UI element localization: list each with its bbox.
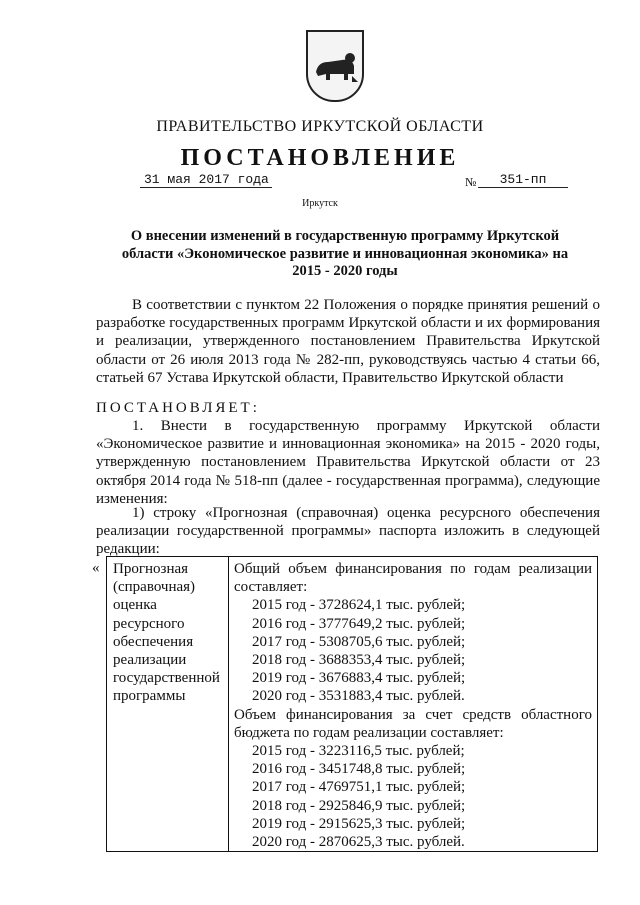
- document-date: 31 мая 2017 года: [140, 172, 272, 188]
- total-funding-row: 2018 год - 3688353,4 тыс. рублей;: [252, 652, 466, 669]
- regional-funding-row: 2015 год - 3223116,5 тыс. рублей;: [252, 743, 465, 760]
- regional-funding-row: 2017 год - 4769751,1 тыс. рублей;: [252, 779, 466, 796]
- total-funding-intro: Общий объем финансирования по годам реализации составляет:: [234, 561, 592, 596]
- total-funding-row: 2019 год - 3676883,4 тыс. рублей;: [252, 670, 466, 687]
- clause-1-paragraph: 1. Внести в государственную программу Иркутской области «Экономическое развитие и инновационная экономика» на 2015 - 2020 годы, утвержденную постановлением Правительства Иркутской области от 23 октября 2014 года № 518-пп (далее - государственная программа), следующие изменения:: [96, 418, 600, 507]
- left-cell-line: Прогнозная: [113, 561, 189, 577]
- left-cell-line: реализации: [113, 652, 187, 669]
- government-name: ПРАВИТЕЛЬСТВО ИРКУТСКОЙ ОБЛАСТИ: [156, 118, 484, 135]
- total-funding-row: 2016 год - 3777649,2 тыс. рублей;: [252, 615, 466, 632]
- document-title: О внесении изменений в государственную программу Иркутской области «Экономическое развитие и инновационная экономика» на 2015 - 2020 годы: [121, 228, 569, 279]
- regional-funding-row: 2020 год - 2870625,3 тыс. рублей.: [252, 834, 465, 851]
- number-label: №: [465, 175, 477, 189]
- regional-funding-intro: Объем финансирования за счет средств областного бюджета по годам реализации составляет:: [234, 706, 592, 741]
- coat-of-arms-emblem: [306, 30, 364, 102]
- babr-icon: [308, 32, 362, 100]
- city-name: Иркутск: [302, 198, 338, 209]
- left-cell-line: (справочная): [113, 579, 196, 596]
- document-type: ПОСТАНОВЛЕНИЕ: [180, 145, 460, 171]
- left-cell-line: государственной: [113, 670, 220, 687]
- table-column-divider: [228, 556, 229, 852]
- table-left-cell: [113, 560, 225, 706]
- resolves-heading: ПОСТАНОВЛЯЕТ:: [96, 400, 260, 416]
- preamble-paragraph: В соответствии с пунктом 22 Положения о порядке принятия решений о разработке государственных программ Иркутской области и их формирования и реализации, утвержденного постановлением Правительства Иркутской области от 26 июля 2013 года № 282-пп, руководствуясь частью 4 статьи 66, статьей 67 Устава Иркутской области, Правительство Иркутской области: [96, 297, 600, 386]
- left-cell-line: обеспечения: [113, 633, 194, 650]
- subclause-1-paragraph: 1) строку «Прогнозная (справочная) оценка ресурсного обеспечения реализации государственной программы» паспорта изложить в следующей редакции:: [96, 505, 600, 558]
- regional-funding-row: 2018 год - 2925846,9 тыс. рублей;: [252, 797, 466, 814]
- left-cell-line: оценка: [113, 597, 157, 614]
- opening-quote: «: [92, 560, 100, 576]
- left-cell-line: программы: [113, 688, 186, 705]
- table-right-cell: [234, 560, 592, 851]
- total-funding-row: 2020 год - 3531883,4 тыс. рублей.: [252, 688, 465, 705]
- total-funding-row: 2015 год - 3728624,1 тыс. рублей;: [252, 597, 466, 614]
- total-funding-row: 2017 год - 5308705,6 тыс. рублей;: [252, 633, 466, 650]
- document-number: 351-пп: [478, 172, 568, 188]
- regional-funding-row: 2016 год - 3451748,8 тыс. рублей;: [252, 761, 466, 778]
- left-cell-line: ресурсного: [113, 615, 185, 632]
- regional-funding-row: 2019 год - 2915625,3 тыс. рублей;: [252, 815, 466, 832]
